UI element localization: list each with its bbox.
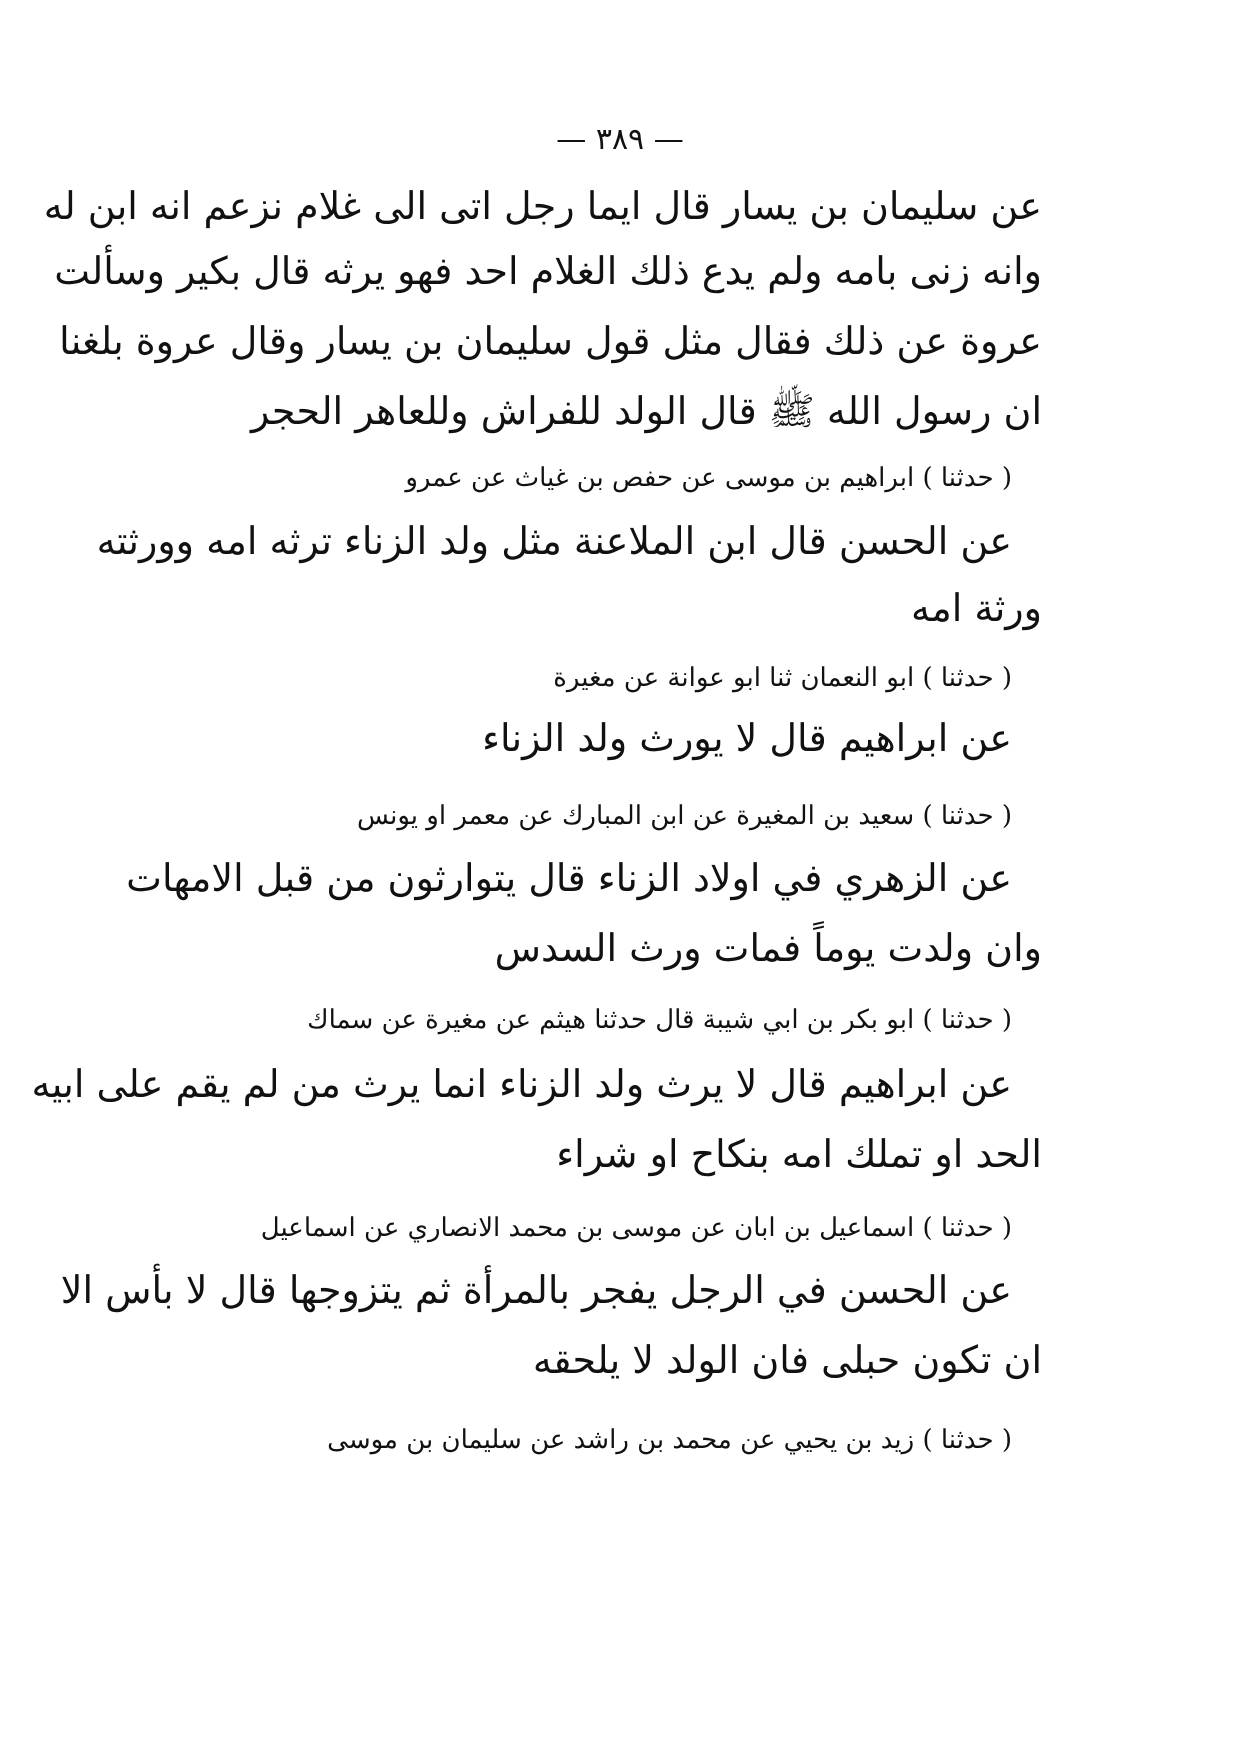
text-line: عروة عن ذلك فقال مثل قول سليمان بن يسار وقال عروة بلغنا <box>59 319 1042 363</box>
isnad-line: ( حدثنا ) ابو بكر بن ابي شيبة قال حدثنا هيثم عن مغيرة عن سماك <box>307 1005 1012 1035</box>
isnad-line: ( حدثنا ) ابراهيم بن موسى عن حفص بن غياث عن عمرو <box>405 463 1012 493</box>
text-line: ان تكون حبلى فان الولد لا يلحقه <box>532 1338 1042 1382</box>
isnad-line: ( حدثنا ) زيد بن يحيي عن محمد بن راشد عن سليمان بن موسى <box>327 1425 1012 1455</box>
text-line: عن ابراهيم قال لا يورث ولد الزناء <box>482 716 1012 760</box>
text-line: عن الحسن في الرجل يفجر بالمرأة ثم يتزوجها قال لا بأس الا <box>60 1268 1012 1312</box>
text-line: ان رسول الله ﷺ قال الولد للفراش وللعاهر الحجر <box>250 389 1042 433</box>
text-line: عن الحسن قال ابن الملاعنة مثل ولد الزناء ترثه امه وورثته <box>96 519 1012 563</box>
text-line: عن الزهري في اولاد الزناء قال يتوارثون من قبل الامهات <box>126 856 1012 900</box>
text-line: عن ابراهيم قال لا يرث ولد الزناء انما يرث من لم يقم على ابيه <box>31 1062 1012 1106</box>
isnad-line: ( حدثنا ) ابو النعمان ثنا ابو عوانة عن مغيرة <box>553 663 1012 693</box>
text-line: عن سليمان بن يسار قال ايما رجل اتى الى غلام نزعم انه ابن له <box>43 184 1042 228</box>
isnad-line: ( حدثنا ) سعيد بن المغيرة عن ابن المبارك عن معمر او يونس <box>356 801 1012 831</box>
isnad-line: ( حدثنا ) اسماعيل بن ابان عن موسى بن محمد الانصاري عن اسماعيل <box>260 1213 1012 1243</box>
text-line: ورثة امه <box>910 586 1042 630</box>
text-line: وانه زنى بامه ولم يدع ذلك الغلام احد فهو يرثه قال بكير وسألت <box>54 249 1042 293</box>
text-line: الحد او تملك امه بنكاح او شراء <box>556 1132 1042 1176</box>
text-line: وان ولدت يوماً فمات ورث السدس <box>494 926 1042 970</box>
page-number: — ٣٨٩ — <box>556 122 684 157</box>
